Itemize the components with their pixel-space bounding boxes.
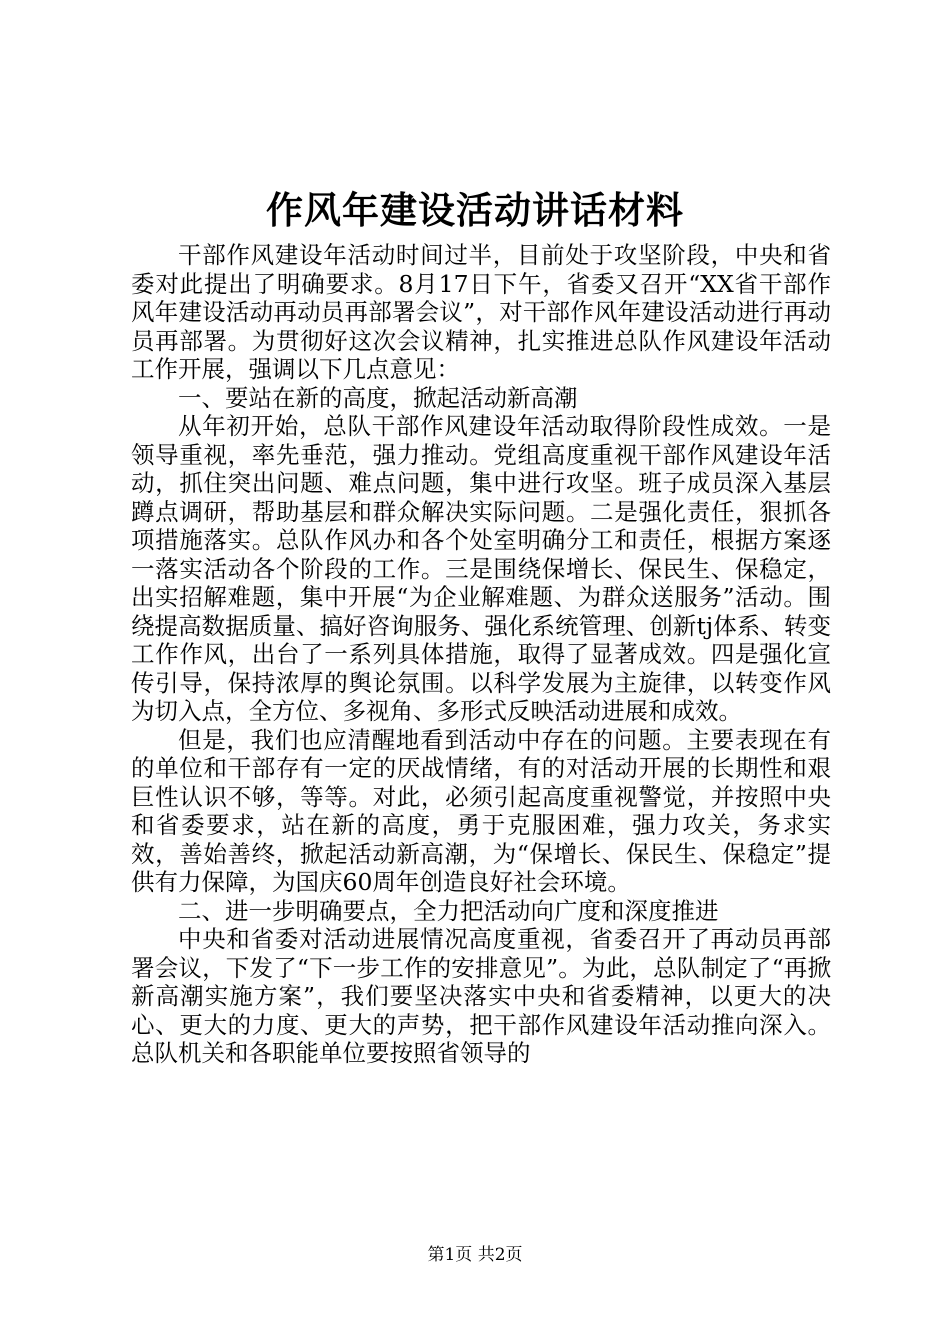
section-heading-1: 一、要站在新的高度，掀起活动新高潮 <box>178 383 578 412</box>
paragraph-next-steps: 中央和省委对活动进展情况高度重视，省委召开了再动员再部署会议，下发了“下一步工作的安排意见”。为此，总队制定了“再掀新高潮实施方案”，我们要坚决落实中央和省委精神，以更大的决心、更大的力度、更大的声势，把干部作风建设年活动推向深入。总队机关和各职能单位要按照省领导的 <box>131 925 831 1067</box>
paragraph-problems: 但是，我们也应清醒地看到活动中存在的问题。主要表现在有的单位和干部存有一定的厌战情绪，有的对活动开展的长期性和艰巨性认识不够，等等。对此，必须引起高度重视警觉，并按照中央和省委要求，站在新的高度，勇于克服困难，强力攻关，务求实效，善始善终，掀起活动新高潮，为“保增长、保民生、保稳定”提供有力保障，为国庆60周年创造良好社会环境。 <box>131 725 831 896</box>
paragraph-intro: 干部作风建设年活动时间过半，目前处于攻坚阶段，中央和省委对此提出了明确要求。8月17日下午，省委又召开“XX省干部作风年建设活动再动员再部署会议”，对干部作风年建设活动进行再动员再部署。为贯彻好这次会议精神，扎实推进总队作风建设年活动工作开展，强调以下几点意见： <box>131 241 831 383</box>
document-body <box>131 241 831 1068</box>
section-heading-2: 二、进一步明确要点，全力把活动向广度和深度推进 <box>178 896 719 925</box>
paragraph-achievements: 从年初开始，总队干部作风建设年活动取得阶段性成效。一是领导重视，率先垂范，强力推动。党组高度重视干部作风建设年活动，抓住突出问题、难点问题，集中进行攻坚。班子成员深入基层蹲点调研，帮助基层和群众解决实际问题。二是强化责任，狠抓各项措施落实。总队作风办和各个处室明确分工和责任，根据方案逐一落实活动各个阶段的工作。三是围绕保增长、保民生、保稳定，出实招解难题，集中开展“为企业解难题、为群众送服务”活动。围绕提高数据质量、搞好咨询服务、强化系统管理、创新tj体系、转变工作作风，出台了一系列具体措施，取得了显著成效。四是强化宣传引导，保持浓厚的舆论氛围。以科学发展为主旋律，以转变作风为切入点，全方位、多视角、多形式反映活动进展和成效。 <box>131 412 831 725</box>
document-title: 作风年建设活动讲话材料 <box>266 188 684 232</box>
page-footer: 第1页 共2页 <box>427 1245 523 1265</box>
